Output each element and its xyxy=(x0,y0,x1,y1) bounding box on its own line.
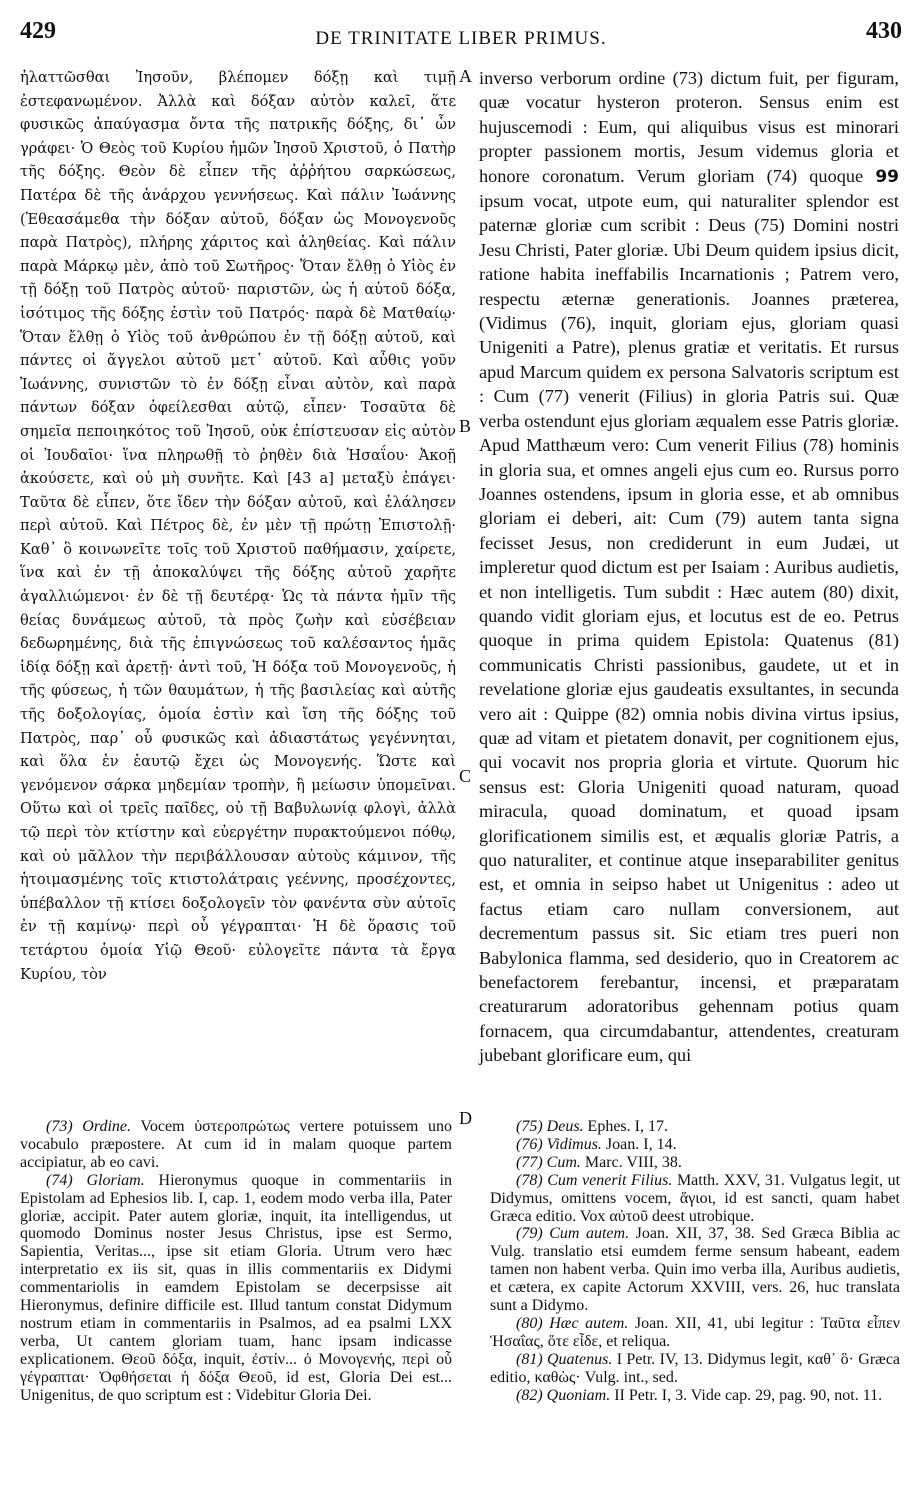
footnote xyxy=(490,1351,900,1387)
footnote-lemma: (73) Ordine. xyxy=(46,1118,132,1135)
footnote-text: Ephes. I, 17. xyxy=(587,1118,668,1135)
footnote xyxy=(490,1136,900,1154)
footnote xyxy=(490,1154,900,1172)
footnote-lemma: (80) Hæc autem. xyxy=(516,1314,629,1332)
running-title: DE TRINITATE LIBER PRIMUS. xyxy=(315,28,607,49)
footnote-lemma: (81) Quatenus. xyxy=(516,1350,613,1368)
footnote xyxy=(490,1118,900,1136)
footnote xyxy=(490,1172,900,1226)
footnote xyxy=(490,1387,900,1405)
column-number-marker: 99 xyxy=(875,166,899,187)
footnote-lemma: (82) Quoniam. xyxy=(516,1386,611,1404)
footnote xyxy=(20,1118,452,1172)
footnote xyxy=(490,1315,900,1351)
footnote-text: I Petr. IV, 13. Didymus legit, καθ᾽ ὃ· Græca editio, καθὼς· Vulg. int., sed. xyxy=(490,1350,901,1386)
latin-text xyxy=(479,66,899,1068)
margin-marker-a: A xyxy=(459,66,472,86)
footnote-text: Joan. I, 14. xyxy=(605,1135,677,1153)
footnote-lemma: (74) Gloriam. xyxy=(46,1171,145,1189)
greek-text: ἠλαττῶσθαι Ἰησοῦν, βλέπομεν δόξῃ καὶ τιμῇ ἐστεφανωμένον. Ἀλλὰ καὶ δόξαν αὐτὸν καλεῖ, ἅτε φυσικῶς ἀπαύγασμα ὄντα τῆς πατρικῆς δόξης, δι᾽ ὧν γράφει· Ὁ Θεὸς τοῦ Κυρίου ἡμῶν Ἰησοῦ Χριστοῦ, ὁ Πατὴρ τῆς δόξης. Θεὸν δὲ εἶπεν τῆς ἀῤῥήτου σαρκώσεως, Πατέρα δὲ τῆς ἀνάρχου γεννήσεως. Καὶ πάλιν Ἰωάννης (Ἐθεασάμεθα τὴν δόξαν αὐτοῦ, δόξαν ὡς Μονογενοῦς παρὰ Πατρὸς), πλήρης χάριτος καὶ ἀληθείας. Καὶ πάλιν παρὰ Μάρκῳ μὲν, ἀπὸ τοῦ Σωτῆρος· Ὅταν ἔλθῃ ὁ Υἱὸς ἐν τῇ δόξῃ τοῦ Πατρὸς αὐτοῦ· παριστῶν, ὡς ἡ αὐτοῦ δόξα, ἰσότιμος τῆς δόξης ἐστὶν τοῦ Πατρός· παρὰ δὲ Ματθαίῳ· Ὅταν ἔλθῃ ὁ Υἱὸς τοῦ ἀνθρώπου ἐν τῇ δόξῃ αὐτοῦ, καὶ πάντες οἱ ἄγγελοι αὐτοῦ μετ᾽ αὐτοῦ. Καὶ αὖθις γοῦν Ἰωάννης, συνιστῶν τὸ ἐν δόξῃ εἶναι αὐτὸν, καὶ παρὰ πάντων δόξαν ὀφείλεσθαι αὐτῷ, εἶπεν· Τοσαῦτα δὲ σημεῖα πεποιηκότος τοῦ Ἰησοῦ, οὐκ ἐπίστευσαν εἰς αὐτὸν οἱ Ἰουδαῖοι· ἵνα πληρωθῇ τὸ ῥηθὲν διὰ Ἡσαΐου· Ἀκοῇ ἀκούσετε, καὶ οὐ μὴ συνῆτε. Καὶ [43 a] μεταξὺ ἐπάγει· Ταῦτα δὲ εἶπεν, ὅτε ἴδεν τὴν δόξαν αὐτοῦ, καὶ ἐλάλησεν περὶ αὐτοῦ. Καὶ Πέτρος δὲ, ἐν μὲν τῇ πρώτῃ Ἐπιστολῇ· Καθ᾽ ὃ κοινωνεῖτε τοῖς τοῦ Χριστοῦ παθήμασιν, χαίρετε, ἵνα καὶ ἐν τῇ ἀποκαλύψει τῆς δόξης αὐτοῦ χαρῆτε ἀγαλλιώμενοι· ἐν δὲ τῇ δευτέρᾳ· Ὡς τὰ πάντα ἡμῖν τῆς θείας δυνάμεως αὐτοῦ, τὰ πρὸς ζωὴν καὶ εὐσέβειαν δεδωρημένης, διὰ τῆς ἐπιγνώσεως τοῦ καλέσαντος ἡμᾶς ἰδίᾳ δόξῃ καὶ ἀρετῇ· ἀντὶ τοῦ, Ἡ δόξα τοῦ Μονογενοῦς, ἡ τῆς φύσεως, ἡ τῶν θαυμάτων, ἡ τῆς βασιλείας καὶ αὐτῆς τῆς δοξολογίας, ὁμοία ἐστὶν καὶ ἴση τῆς δόξης τοῦ Πατρὸς, παρ᾽ οὗ φυσικῶς καὶ ἀδιαστάτως γεγέννηται, καὶ ὅλα ἐν ἑαυτῷ ἔχει ὡς Μονογενής. Ὥστε καὶ γενόμενον σάρκα μηδεμίαν τροπὴν, ἢ μείωσιν ὑπομεῖναι. Οὕτω καὶ οἱ τρεῖς παῖδες, οὐ τῇ Βαβυλωνίᾳ φλογὶ, ἀλλὰ τῷ περὶ τὸν κτίστην καὶ εὐεργέτην πυρακτούμενοι πόθῳ, καὶ οὐ μᾶλλον τὴν περιβάλλουσαν αὐτοὺς κάμινον, τῆς ἡτοιμασμένης τοῖς κτιστολάτραις γεέννης, προσέχοντες, ὑπέβαλλον τῇ κτίσει δοξολογεῖν τὸν φανέντα σὺν αὐτοῖς ἐν τῇ καμίνῳ· περὶ οὗ γέγραπται· Ἡ δὲ ὅρασις τοῦ τετάρτου ὁμοία Υἱῷ Θεοῦ· εὐλογεῖτε πάντα τὰ ἔργα Κυρίου, τὸν xyxy=(20,69,456,983)
footnote-text: Joan. XII, 41, ubi legitur : Ταῦτα εἶπεν Ἡσαΐας, ὅτε εἶδε, et reliqua. xyxy=(490,1314,900,1350)
footnotes-right xyxy=(490,1118,900,1488)
footnote-text: II Petr. I, 3. Vide cap. 29, pag. 90, not. 11. xyxy=(614,1386,883,1404)
footnote xyxy=(490,1225,900,1315)
footnote-text: Vocem ὑστεροπρώτως vertere potuissem uno vocabulo præpostere. At cum id in malam quoque partem accipiatur, ab eo cavi. xyxy=(20,1118,452,1171)
margin-marker-b: B xyxy=(459,416,472,436)
page-number-right: 430 xyxy=(866,18,902,44)
latin-text-column xyxy=(479,66,899,1066)
footnote-text: Marc. VIII, 38. xyxy=(584,1153,682,1171)
running-header xyxy=(20,8,902,49)
footnote-text: Joan. XII, 37, 38. Sed Græca Biblia ac Vulg. translatio etsi eumdem ferme sensum habeant, eadem tamen non habent verba. Quin imo verba illa, Auribus audietis, et cætera, ex capite Actorum XXVIII, vers. 26, huc translata sunt a Didymo. xyxy=(490,1225,901,1315)
margin-marker-c: C xyxy=(459,766,472,786)
footnote-lemma: (76) Vidimus. xyxy=(516,1135,602,1153)
page-number-left: 429 xyxy=(20,18,56,44)
footnote-lemma: (75) Deus. xyxy=(516,1118,584,1135)
greek-text-column xyxy=(20,66,456,1026)
margin-marker-d: D xyxy=(459,1108,472,1128)
latin-text-part-2: ipsum vocat, utpote eum, qui naturaliter splendor est paternæ gloriæ cum scribit : Deus (75) Domini nostri Jesu Christi, Pater gloriæ. Ubi Deum quidem ipsius dicit, ratione habita ineffabilis Incarnationis ; Patrem vero, respectu æternæ generationis. Joannes præterea, (Vidimus (76), inquit, gloriam ejus, gloriam quasi Unigeniti a Patre), plenus gratiæ et veritatis. Et rursus apud Marcum quidem ex persona Salvatoris scriptum est : Cum (77) venerit (Filius) in gloria Patris sui. Quæ verba ostendunt ejus gloriam æqualem esse Patris gloriæ. Apud Matthæum vero: Cum venerit Filius (78) hominis in gloria sua, et omnes angeli ejus cum eo. Rursus porro Joannes ostendens, ipsum in gloria esse, et ab omnibus gloriam ei deberi, ait: Cum (79) autem tanta signa fecisset Jesus, non crediderunt in eum Judæi, ut impleretur quod dictum est per Isaiam : Auribus audietis, et non intelligetis. Tum subdit : Hæc autem (80) dixit, quando vidit gloriam ejus, et locutus est de eo. Petrus quoque in prima quidem Epistola: Quatenus (81) communicatis Christi passionibus, gaudete, ut et in revelatione gloriæ ejus gaudeatis exsultantes, in secunda vero ait : Quippe (82) omnia nobis divina virtus ipsius, quæ ad vitam et pietatem donavit, per cognitionem ejus, qui vocavit nos propria gloria et virtute. Quorum hic sensus est: Gloria Unigeniti quoad naturam, quoad miracula, quoad dominatum, et quoad ipsam glorificationem similis est, et æqualis gloriæ Patris, a quo naturaliter, et continue atque inseparabiliter genitus est, et omnia in seipso habet ut Unigenitus : adeo ut factus etiam caro nullam conversionem, aut decrementum passus sit. Sic etiam tres pueri non Babylonica flamma, sed desiderio, quo in Creatorem ac benefactorem ferebantur, incensi, et præparatam creaturarum adoratoribus gehennam potius quam fornacem, qua circumdabantur, attendentes, creaturam jubebant glorificare eum, qui xyxy=(479,191,899,1066)
footnote-lemma: (79) Cum autem. xyxy=(516,1225,630,1243)
footnotes-left xyxy=(20,1118,452,1488)
footnote-lemma: (77) Cum. xyxy=(516,1153,581,1171)
latin-text-part-1: inverso verborum ordine (73) dictum fuit, per figuram, quæ vocatur hysteron proteron. Sensus enim est hujuscemodi : Eum, qui aliquibus visus est minorari propter passionem mortis, Jesum videmus gloria et honore coronatum. Verum gloriam (74) quoque xyxy=(479,68,899,186)
footnote xyxy=(20,1172,452,1405)
footnote-text: Matth. XXV, 31. Vulgatus legit, ut Didymus, omittens vocem, ἅγιοι, id est sancti, quam habet Græca editio. Vox αὐτοῦ deest utrobique. xyxy=(490,1171,901,1225)
footnote-lemma: (78) Cum venerit Filius. xyxy=(516,1171,673,1189)
footnote-text: Hieronymus quoque in commentariis in Epistolam ad Ephesios lib. I, cap. 1, eodem modo verba illa, Pater gloriæ, accipit. Pater autem gloriæ, inquit, ita intelligendus, ut quomodo Dominus noster Jesus Christus, ipse est Sermo, Sapientia, Veritas..., ipse sit etiam Gloria. Utrum vero hæc interpretatio ex iis sit, quas in illis commentariis ex Didymi commentariolis in eamdem Epistolam se decerpsisse ait Hieronymus, definire difficile est. Illud tantum constat Didymum nostrum etiam in commentariis in Psalmos, ad ea psalmi LXX verba, Ut cantem gloriam tuam, hanc ipsam indicasse explicationem. Θεοῦ δόξα, inquit, ἐστίν... ὁ Μονογενής, περὶ οὗ γέγραπται· Ὀφθήσεται ἡ δόξα Θεοῦ, id est, Gloria Dei est... Unigenitus, de quo scriptum est : Videbitur Gloria Dei. xyxy=(20,1171,452,1404)
